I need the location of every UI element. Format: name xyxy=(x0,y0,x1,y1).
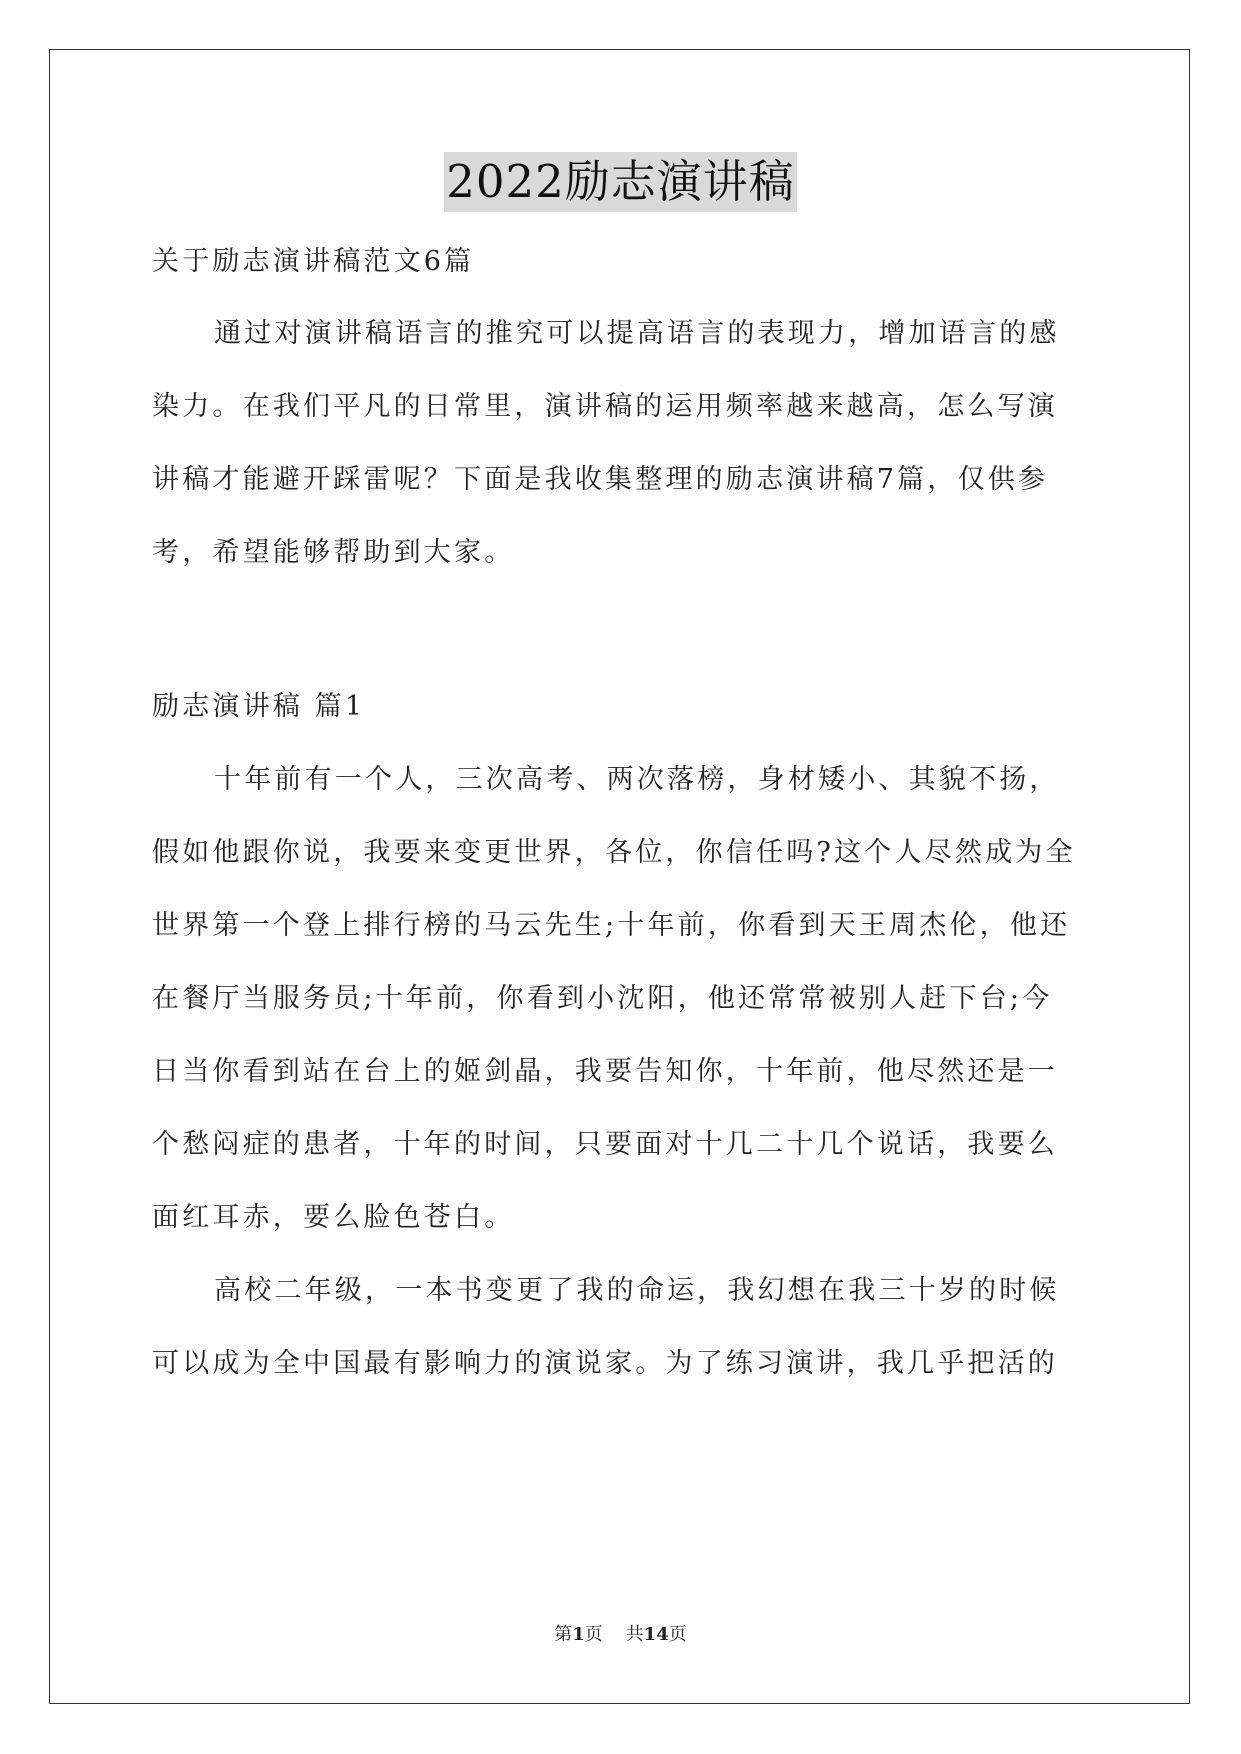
title-block xyxy=(0,152,1241,212)
page-prefix: 第 xyxy=(554,1624,573,1645)
intro-line-2: 染力。在我们平凡的日常里，演讲稿的运用频率越来越高，怎么写演 xyxy=(152,391,1058,422)
section-heading: 励志演讲稿 篇1 xyxy=(152,691,366,722)
paragraph1-line-6: 个愁闷症的患者，十年的时间，只要面对十几二十几个说话，我要么 xyxy=(152,1129,1058,1160)
intro-line-4: 考，希望能够帮助到大家。 xyxy=(152,537,515,568)
paragraph1-line-1: 十年前有一个人，三次高考、两次落榜，身材矮小、其貌不扬， xyxy=(214,764,1060,795)
total-suffix: 页 xyxy=(668,1624,687,1645)
document-title: 2022励志演讲稿 xyxy=(444,152,797,212)
document-subtitle: 关于励志演讲稿范文6篇 xyxy=(152,246,475,277)
paragraph1-line-3: 世界第一个登上排行榜的马云先生;十年前，你看到天王周杰伦，他还 xyxy=(152,910,1071,941)
paragraph2-line-2: 可以成为全中国最有影响力的演说家。为了练习演讲，我几乎把活的 xyxy=(152,1348,1058,1379)
page-border xyxy=(49,49,1190,1704)
page-suffix: 页 xyxy=(584,1624,603,1645)
page-footer xyxy=(0,1623,1241,1647)
paragraph1-line-4: 在餐厅当服务员;十年前，你看到小沈阳，他还常常被别人赶下台;今 xyxy=(152,983,1053,1014)
paragraph1-line-7: 面红耳赤，要么脸色苍白。 xyxy=(152,1202,515,1233)
total-prefix: 共 xyxy=(625,1624,644,1645)
intro-line-3: 讲稿才能避开踩雷呢？下面是我收集整理的励志演讲稿7篇，仅供参 xyxy=(152,464,1049,495)
paragraph1-line-2: 假如他跟你说，我要来变更世界，各位，你信任吗?这个人尽然成为全 xyxy=(152,837,1076,868)
page-number: 1 xyxy=(572,1624,585,1645)
total-pages: 14 xyxy=(643,1624,669,1645)
intro-line-1: 通过对演讲稿语言的推究可以提高语言的表现力，增加语言的感 xyxy=(214,318,1060,349)
paragraph2-line-1: 高校二年级，一本书变更了我的命运，我幻想在我三十岁的时候 xyxy=(214,1275,1060,1306)
paragraph1-line-5: 日当你看到站在台上的姬剑晶，我要告知你，十年前，他尽然还是一 xyxy=(152,1056,1058,1087)
